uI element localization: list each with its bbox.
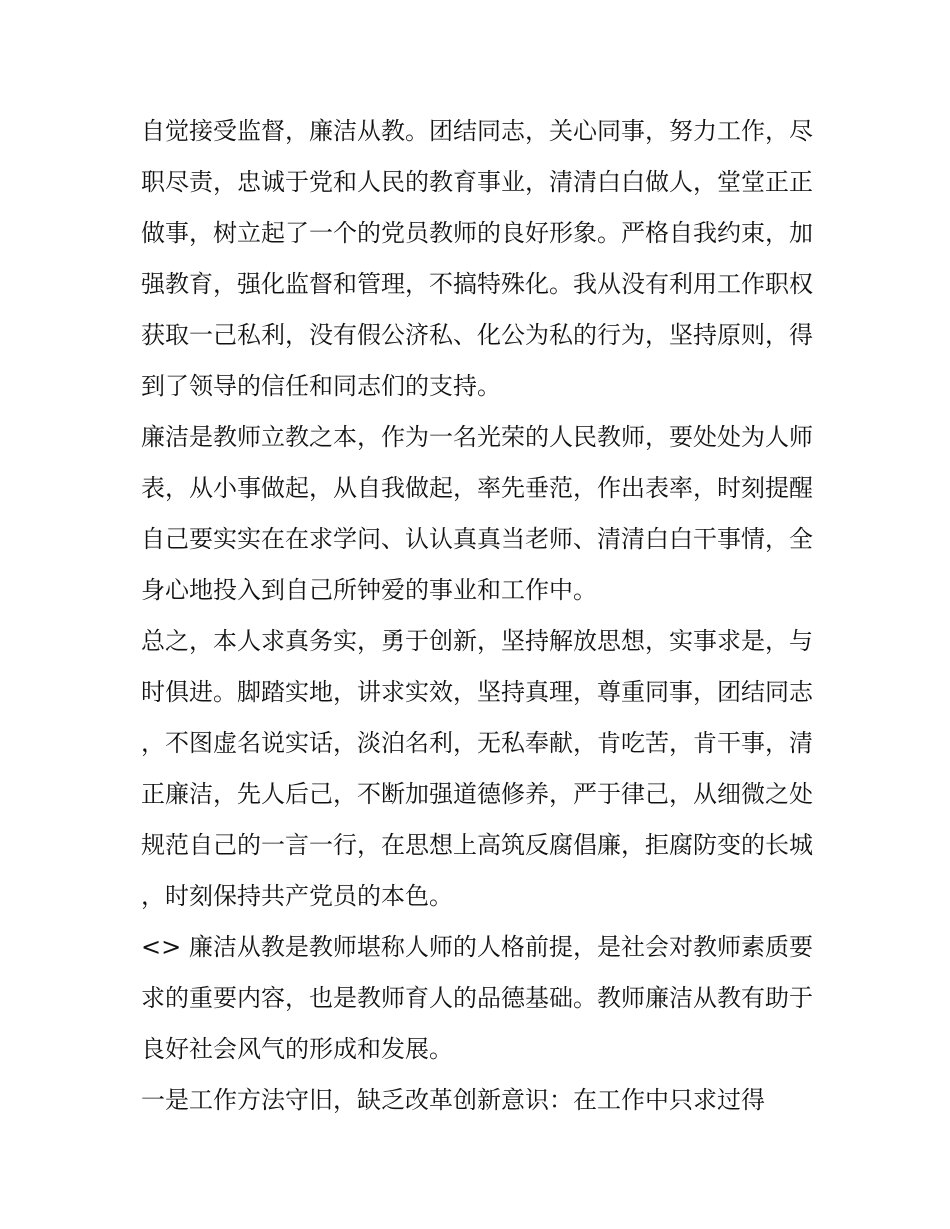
document-body — [141, 106, 813, 1126]
paragraph-3: 总之，本人求真务实，勇于创新，坚持解放思想，实事求是，与时俱进。脚踏实地，讲求实效，坚持真理，尊重同事，团结同志，不图虚名说实话，淡泊名利，无私奉献，肯吃苦，肯干事，清正廉洁，先人后己，不断加强道德修养，严于律己，从细微之处规范自己的一言一行，在思想上高筑反腐倡廉，拒腐防变的长城，时刻保持共产党员的本色。 — [141, 627, 813, 910]
paragraph-2: 廉洁是教师立教之本，作为一名光荣的人民教师，要处处为人师表，从小事做起，从自我做起，率先垂范，作出表率，时刻提醒自己要实实在在求学问、认认真真当老师、清清白白干事情，全身心地投入到自己所钟爱的事业和工作中。 — [141, 423, 813, 604]
paragraph-4: <> 廉洁从教是教师堪称人师的人格前提，是社会对教师素质要求的重要内容，也是教师育人的品德基础。教师廉洁从教有助于良好社会风气的形成和发展。 — [141, 933, 813, 1063]
paragraph-1: 自觉接受监督，廉洁从教。团结同志，关心同事，努力工作，尽职尽责，忠诚于党和人民的教育事业，清清白白做人，堂堂正正做事，树立起了一个的党员教师的良好形象。严格自我约束，加强教育，强化监督和管理，不搞特殊化。我从没有利用工作职权获取一己私利，没有假公济私、化公为私的行为，坚持原则，得到了领导的信任和同志们的支持。 — [141, 117, 813, 400]
paragraph-5: 一是工作方法守旧，缺乏改革创新意识：在工作中只求过得 — [141, 1086, 765, 1114]
